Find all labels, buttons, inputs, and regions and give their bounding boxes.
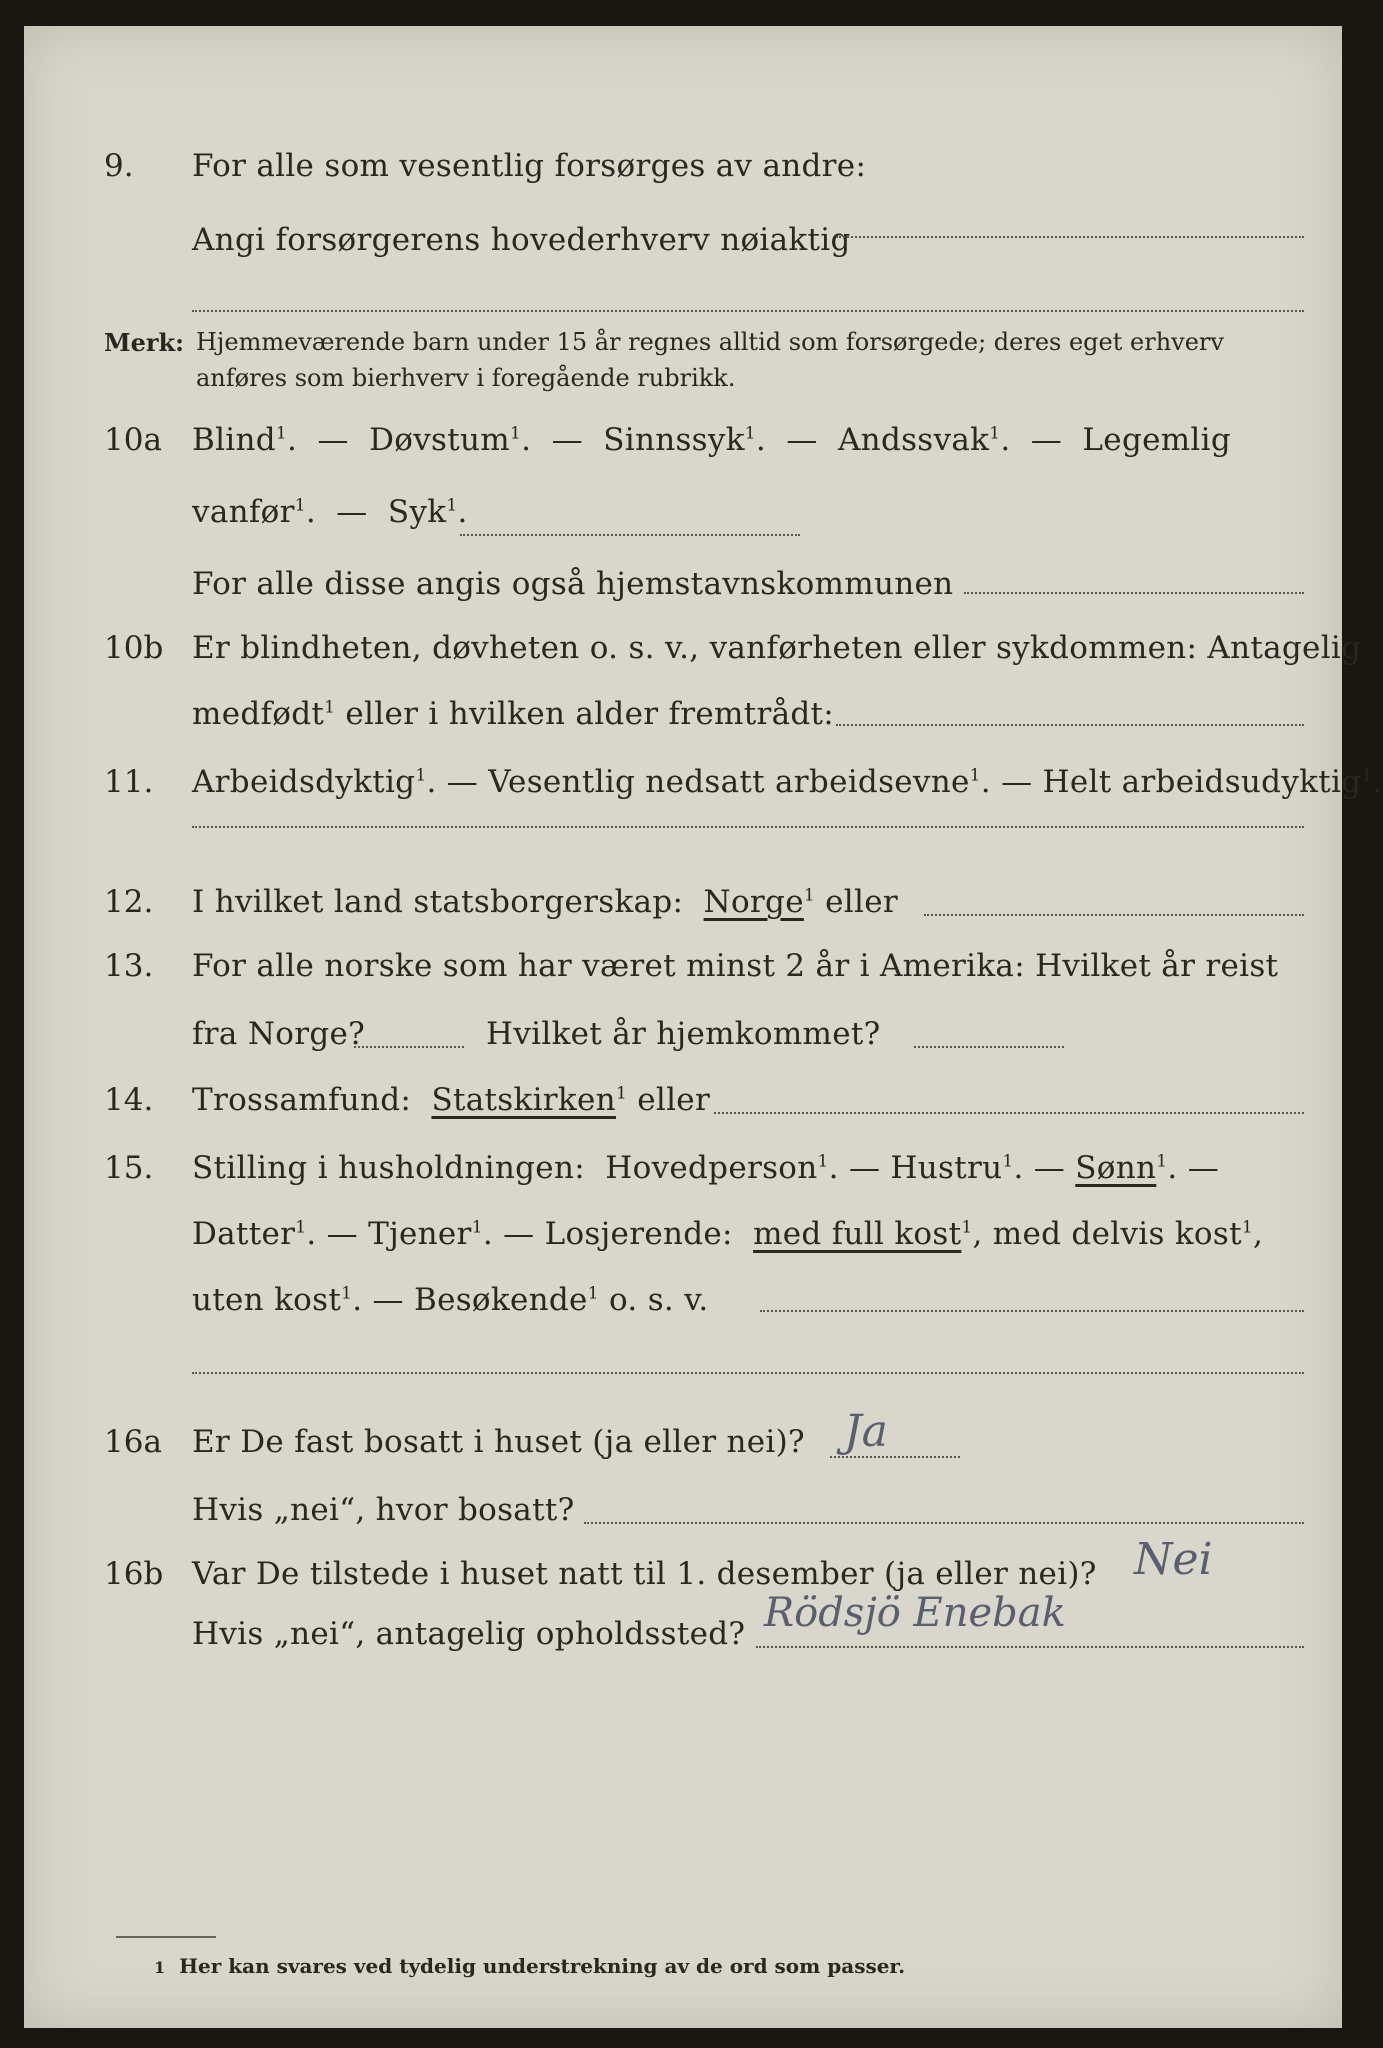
footnote-mark: 1 — [154, 1958, 166, 1977]
merk-line1: Hjemmeværende barn under 15 år regnes alltid som forsørgede; deres eget erhverv — [196, 328, 1224, 356]
q10a-answer-line[interactable] — [460, 534, 800, 536]
q9-line1: For alle som vesentlig forsørges av andre: — [192, 148, 867, 184]
opt-sonn[interactable]: Sønn — [1075, 1150, 1157, 1186]
q13-line2a: fra Norge? — [192, 1016, 366, 1052]
q9-answer-line-2[interactable] — [192, 310, 1304, 312]
item-number-16a: 16a — [104, 1424, 162, 1460]
opt-besokende[interactable]: Besøkende — [414, 1282, 588, 1318]
q16a-line1: Er De fast bosatt i huset (ja eller nei)? — [192, 1424, 805, 1460]
opt-full-kost[interactable]: med full kost — [753, 1216, 962, 1252]
q10b-answer-line[interactable] — [836, 724, 1304, 726]
q10a-line3: For alle disse angis også hjemstavnskommunen — [192, 566, 954, 602]
opt-uten-kost[interactable]: uten kost — [192, 1282, 342, 1318]
opt-statskirken[interactable]: Statskirken — [431, 1082, 616, 1118]
opt-datter[interactable]: Datter — [192, 1216, 296, 1252]
q11-answer-line[interactable] — [192, 826, 1304, 828]
q12-line: I hvilket land statsborgerskap: Norge$^1$ eller — [192, 884, 898, 920]
q10b-line2: medfødt$^1$ eller i hvilken alder fremtrådt: — [192, 696, 835, 732]
q10b-line1: Er blindheten, døvheten o. s. v., vanførheten eller sykdommen: Antagelig — [192, 630, 1362, 666]
q16a-handwritten-answer: Ja — [844, 1406, 888, 1457]
opt-arbeidsdyktig[interactable]: Arbeidsdyktig — [192, 764, 416, 800]
q9-answer-line[interactable] — [836, 236, 1304, 238]
opt-dovstum[interactable]: Døvstum — [369, 422, 510, 458]
q15-line2: Datter$^1$. — Tjener$^1$. — Losjerende: med full kost$^1$, med delvis kost$^1$, — [192, 1216, 1264, 1252]
item-number-11: 11. — [104, 764, 154, 800]
item-number-9: 9. — [104, 148, 134, 184]
opt-blind[interactable]: Blind — [192, 422, 276, 458]
item-number-13: 13. — [104, 948, 154, 984]
q10a-kommune-line[interactable] — [964, 592, 1304, 594]
q16b-handwritten-place: Rödsjö Enebak — [764, 1590, 1066, 1636]
q16b-place-line[interactable] — [756, 1646, 1304, 1648]
footnote-rule — [116, 1936, 216, 1938]
q9-line2: Angi forsørgerens hovederhverv nøiaktig — [192, 222, 851, 258]
footnote — [154, 1954, 905, 1978]
item-number-15: 15. — [104, 1150, 154, 1186]
q13-line2b: Hvilket år hjemkommet? — [486, 1016, 881, 1052]
opt-hustru[interactable]: Hustru — [890, 1150, 1003, 1186]
q15-answer-line[interactable] — [760, 1310, 1304, 1312]
opt-vanfor[interactable]: vanfør — [192, 494, 295, 530]
merk-line2: anføres som bierhverv i foregående rubrikk. — [196, 364, 736, 392]
q16b-line2: Hvis „nei“, antagelig opholdssted? — [192, 1616, 746, 1652]
opt-udyktig[interactable]: Helt arbeidsudyktig — [1042, 764, 1362, 800]
item-number-14: 14. — [104, 1082, 154, 1118]
opt-delvis-kost[interactable]: med delvis kost — [992, 1216, 1242, 1252]
opt-andssvak[interactable]: Andssvak — [838, 422, 990, 458]
opt-hovedperson[interactable]: Hovedperson — [605, 1150, 818, 1186]
q13-reist-line[interactable] — [354, 1046, 464, 1048]
q15-line3: uten kost$^1$. — Besøkende$^1$ o. s. v. — [192, 1282, 709, 1318]
q14-answer-line[interactable] — [714, 1112, 1304, 1114]
item-number-10b: 10b — [104, 630, 164, 666]
opt-medfodt[interactable]: medfødt — [192, 696, 325, 732]
q13-hjemkommet-line[interactable] — [914, 1046, 1064, 1048]
q12-answer-line[interactable] — [924, 914, 1304, 916]
item-number-12: 12. — [104, 884, 154, 920]
opt-syk[interactable]: Syk — [387, 494, 447, 530]
opt-sinnssyk[interactable]: Sinnssyk — [603, 422, 745, 458]
opt-legemlig[interactable]: Legemlig — [1082, 422, 1231, 458]
item-number-16b: 16b — [104, 1556, 164, 1592]
q16b-handwritten-answer: Nei — [1134, 1534, 1213, 1585]
q16a-bosatt-line[interactable] — [584, 1522, 1304, 1524]
q10a-line2: vanfør$^1$. — Syk$^1$. — [192, 494, 468, 530]
opt-tjener[interactable]: Tjener — [368, 1216, 472, 1252]
q10a-line1: Blind$^1$. — Døvstum$^1$. — Sinnssyk$^1$. — Andssvak$^1$. — Legemlig — [192, 422, 1231, 458]
opt-norge[interactable]: Norge — [703, 884, 804, 920]
opt-nedsatt[interactable]: Vesentlig nedsatt arbeidsevne — [488, 764, 970, 800]
q13-line1: For alle norske som har været minst 2 år i Amerika: Hvilket år reist — [192, 948, 1279, 984]
q15-answer-line-2[interactable] — [192, 1372, 1304, 1374]
q16a-line2: Hvis „nei“, hvor bosatt? — [192, 1492, 575, 1528]
census-form-page — [24, 26, 1383, 2028]
q14-line: Trossamfund: Statskirken$^1$ eller — [192, 1082, 711, 1118]
q11-line: Arbeidsdyktig$^1$. — Vesentlig nedsatt arbeidsevne$^1$. — Helt arbeidsudyktig$^1$. — [192, 764, 1383, 800]
q16b-line1: Var De tilstede i huset natt til 1. desember (ja eller nei)? — [192, 1556, 1097, 1592]
merk-label: Merk: — [104, 328, 184, 357]
footnote-text: Her kan svares ved tydelig understrekning av de ord som passer. — [179, 1954, 906, 1978]
q15-line1: Stilling i husholdningen: Hovedperson$^1$. — Hustru$^1$. — Sønn$^1$. — — [192, 1150, 1220, 1186]
item-number-10a: 10a — [104, 422, 162, 458]
